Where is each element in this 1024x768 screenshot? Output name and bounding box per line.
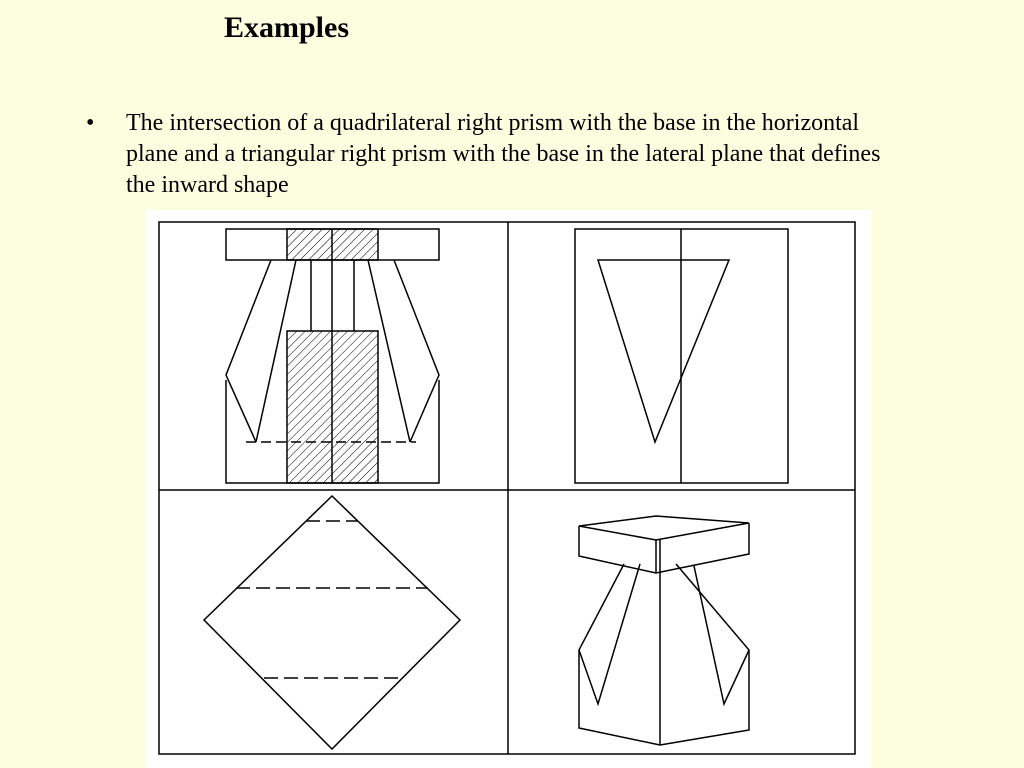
front-view-panel — [226, 229, 439, 483]
orthographic-drawing — [146, 210, 872, 768]
drawing-frame — [159, 222, 855, 754]
side-view-panel — [575, 229, 788, 483]
bullet-text: The intersection of a quadrilateral right prism with the base in the horizontal plane and a triangular right prism with the base in the lateral plane that defines the inward shape — [126, 110, 881, 198]
slide-title: Examples — [224, 11, 350, 44]
top-view-panel — [204, 496, 460, 749]
isometric-view-panel — [579, 516, 749, 745]
bullet-icon: • — [86, 110, 95, 136]
